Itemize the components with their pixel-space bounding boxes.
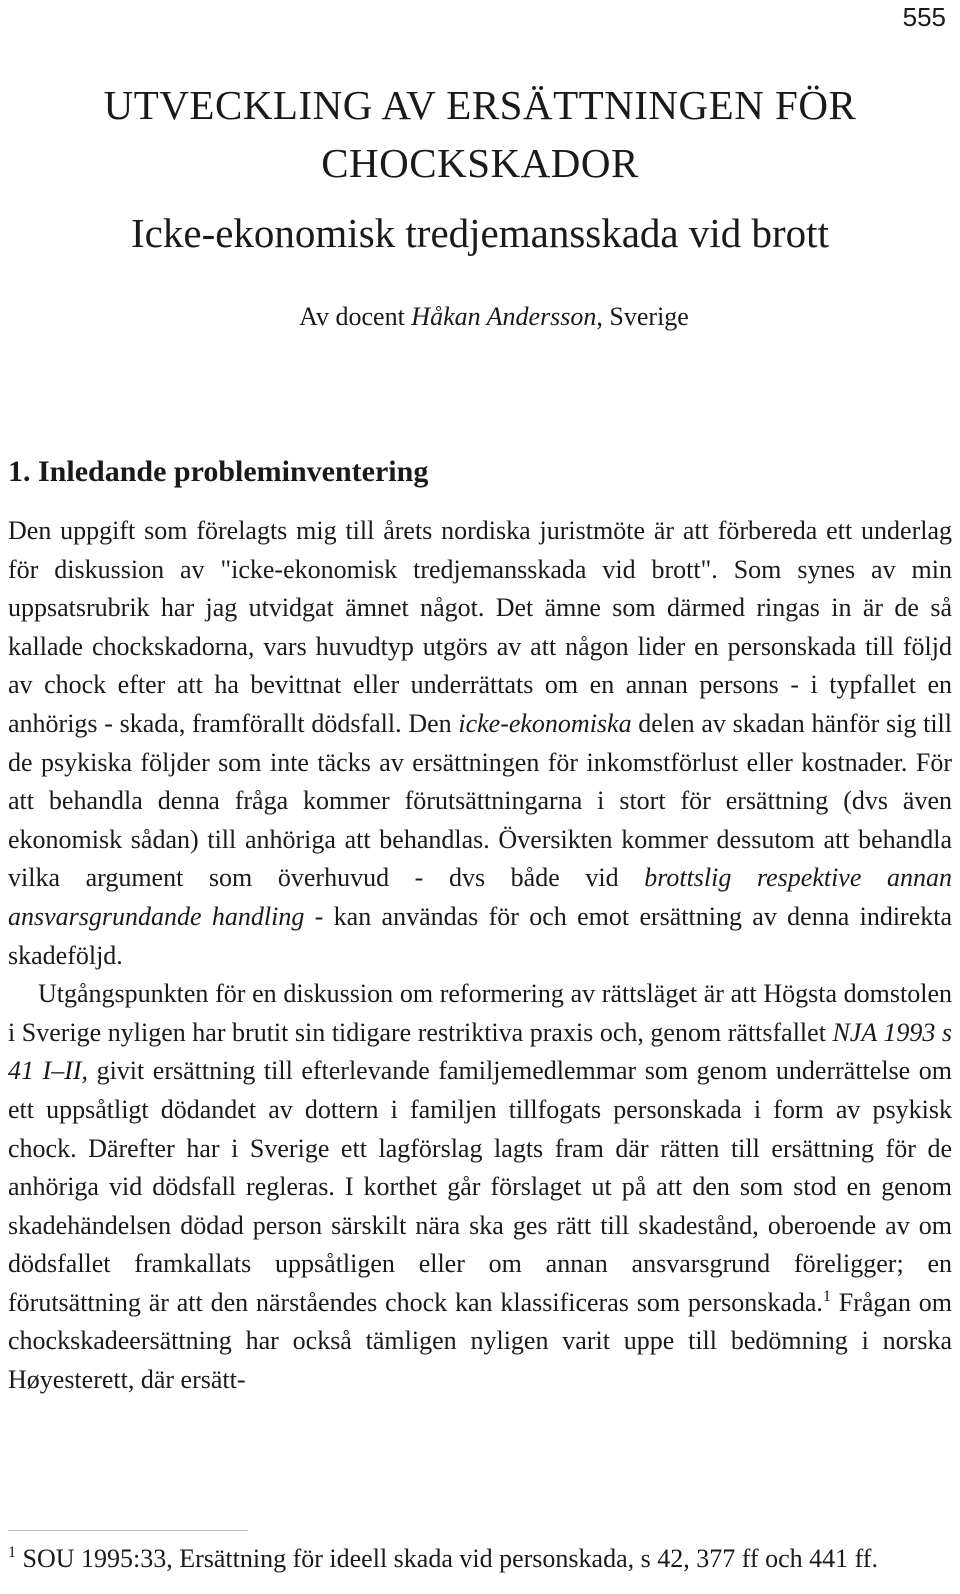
footnote-marker: 1 — [8, 1544, 16, 1561]
paragraph-1-italic-a: icke-ekonomiska — [458, 708, 632, 738]
title-line-1: UTVECKLING AV ERSÄTTNINGEN FÖR — [103, 82, 857, 128]
paragraph-1-text-a: Den uppgift som förelagts mig till årets nordiska juristmöte är att förbereda ett underlag för diskussion av "icke-ekonomisk tredjemansskada vid brott". Som synes av min uppsatsrubrik har jag utvidgat ämnet något. Det ämne som därmed ringas in är de så kallade chockskadorna, vars huvudtyp utgörs av att någon lider en personskada till följd av chock efter att ha bevittnat eller underrättats om en annan persons - i typfallet en anhörigs - skada, framförallt dödsfall. Den — [8, 516, 952, 738]
paragraph-2-text-c: Frågan om chockskadeersättning har också tämligen nyligen varit uppe till bedömning i norska Høyesterett, där ersätt- — [8, 1287, 953, 1395]
body-text — [8, 512, 952, 1400]
footnote-divider — [8, 1530, 248, 1531]
paragraph-2 — [8, 975, 952, 1400]
paragraph-2-text-a: Utgångspunkten för en diskussion om reformering av rättsläget är att Högsta domstolen i Sverige nyligen har brutit sin tidigare restriktiva praxis och, genom rättsfallet — [8, 979, 952, 1047]
author-prefix: Av docent — [299, 302, 412, 331]
document-title — [0, 76, 960, 192]
footnote-reference[interactable]: 1 — [822, 1287, 831, 1305]
section-heading: 1. Inledande probleminventering — [8, 455, 429, 488]
page-number: 555 — [902, 2, 946, 32]
paragraph-1-text-c: - kan användas för och emot ersättning av denna indirekta skadeföljd. — [8, 901, 953, 970]
author-suffix: , Sverige — [596, 302, 689, 331]
footnote — [8, 1540, 952, 1578]
author-line — [0, 300, 960, 334]
paragraph-1-text-b: delen av skadan hänför sig till de psykiska följder som inte täcks av ersättningen för inkomstförlust eller kostnader. För att behandla denna fråga kommer förutsättningarna i stort för ersättning (dvs även ekonomisk sådan) till anhöriga att behandlas. Översikten kommer dessutom att behandla vilka argument som överhuvud - dvs både vid — [8, 708, 952, 893]
paragraph-2-italic-a: NJA 1993 s 41 I–II, — [8, 1017, 952, 1086]
footnote-text: SOU 1995:33, Ersättning för ideell skada vid personskada, s 42, 377 ff och 441 ff. — [16, 1544, 878, 1573]
title-line-2: CHOCKSKADOR — [321, 140, 639, 186]
paragraph-1-italic-b: brottslig respektive annan ansvarsgrundande handling — [8, 863, 952, 931]
author-name: Håkan Andersson — [411, 302, 597, 331]
paragraph-1 — [8, 512, 952, 975]
paragraph-2-text-b: givit ersättning till efterlevande familjemedlemmar som genom underrättelse om ett uppsåtligt dödandet av dottern i familjen tillfogats personskada i form av psykisk chock. Därefter har i Sverige ett lagförslag lagts fram där rätten till ersättning för de anhöriga vid dödsfall regleras. I korthet går förslaget ut på att den som stod en genom skadehändelsen dödad person särskilt nära ska ges rätt till skadestånd, oberoende av om dödsfallet framkallats uppsåtligen eller om annan ansvarsgrund föreligger; en förutsättning är att den närståendes chock kan klassificeras som personskada. — [8, 1056, 952, 1317]
document-subtitle: Icke-ekonomisk tredjemansskada vid brott — [131, 210, 829, 256]
